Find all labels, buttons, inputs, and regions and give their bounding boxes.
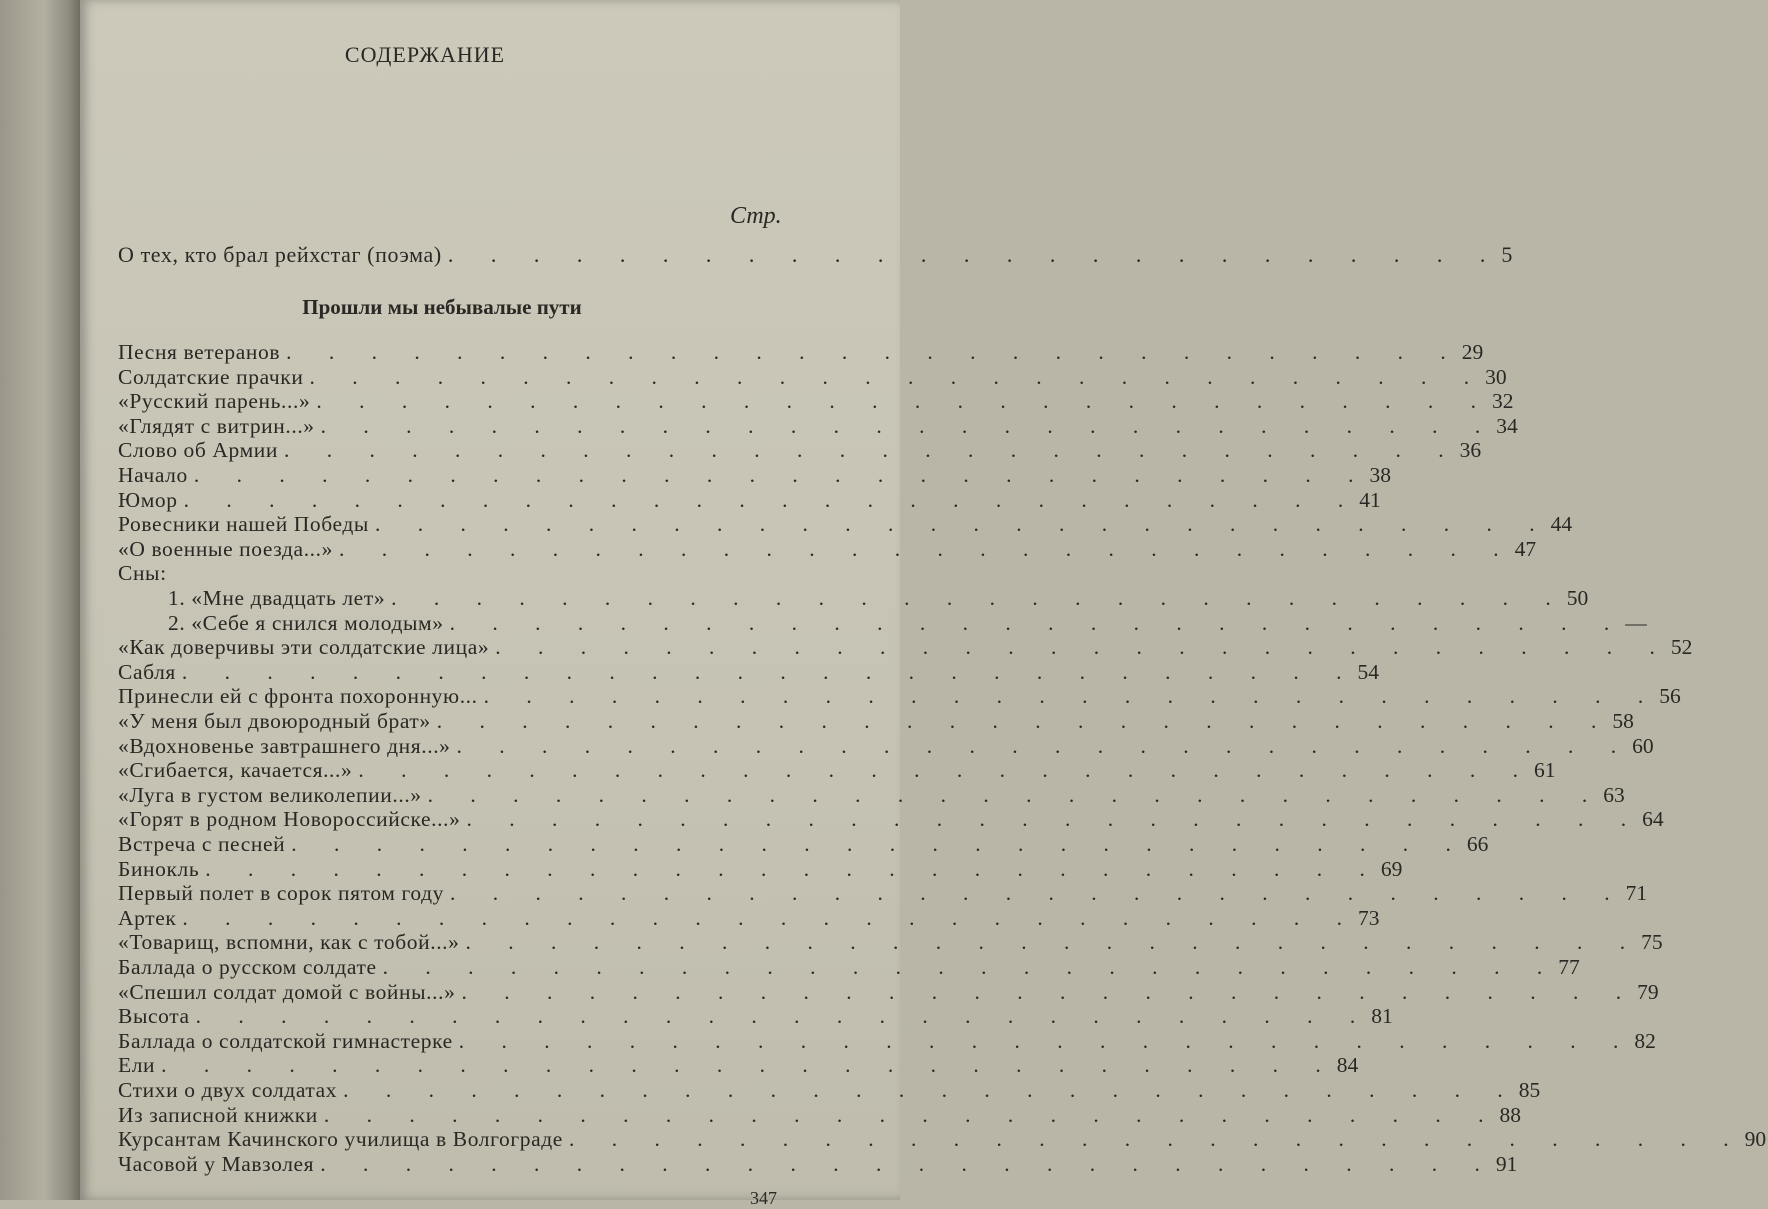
- toc-leader-dots: . . . . . . . . . . . . . . . . . . . . . . . . . . . .: [193, 463, 1370, 487]
- toc-entry-page: 84: [1336, 1053, 1359, 1078]
- toc-entry-title: Высота: [118, 1004, 190, 1029]
- toc-entry-title: Начало: [118, 463, 188, 487]
- toc-entry-page: 82: [1634, 1028, 1656, 1053]
- toc-entry-page: 85: [1518, 1078, 1541, 1102]
- toc-leader-dots: . . . . . . . . . . . . . . . . . . . . . . . . . . . .: [291, 832, 1467, 856]
- toc-leader-dots: . . . . . . . . . . . . . . . . . . . . . . . . . . . .: [568, 1127, 1745, 1152]
- toc-entry-page: 52: [1670, 635, 1693, 660]
- toc-entry: [118, 512, 1573, 537]
- toc-leader-dots: . . . . . . . . . . . . . . . . . . . . . . . . . . . .: [161, 1053, 1337, 1078]
- toc-entry-page: 44: [1550, 512, 1573, 537]
- toc-entry-page: 75: [1641, 930, 1663, 955]
- toc-entry-title: Ели: [118, 1053, 156, 1078]
- toc-entry-page: 5: [1501, 242, 1514, 267]
- toc-lead-entry: [118, 242, 1514, 267]
- toc-entry-page: 61: [1533, 758, 1556, 783]
- toc-entry-page: 32: [1491, 389, 1514, 414]
- toc-entry-title: Первый полет в сорок пятом году: [118, 881, 444, 906]
- toc-entry: [118, 856, 1403, 881]
- toc-entry-title: Встреча с песней: [118, 832, 286, 856]
- toc-leader-dots: . . . . . . . . . . . . . . . . . . . . . . . . . . . .: [461, 979, 1638, 1004]
- toc-entry: [118, 463, 1391, 487]
- toc-entry: [118, 733, 1654, 758]
- toc-entry: [118, 881, 1648, 906]
- toc-leader-dots: . . . . . . . . . . . . . . . . . . . . . . . . . . . .: [465, 930, 1642, 955]
- toc-entry-title: Из записной книжки: [118, 1102, 318, 1127]
- toc-leader-dots: . . . . . . . . . . . . . . . . . . . . . . . . . . . .: [195, 1004, 1372, 1029]
- toc-entry-title: Курсантам Качинского училища в Волгограде: [118, 1127, 563, 1152]
- toc-leader-dots: . . . . . . . . . . . . . . . . . . . . . . . . . . . .: [182, 905, 1359, 930]
- toc-entry-title: Баллада о русском солдате: [118, 955, 377, 979]
- toc-entry: [118, 586, 1589, 610]
- toc-leader-dots: . . . . . . . . . . . . . . . . . . . . . . . . . . . .: [449, 881, 1626, 906]
- toc-entry: [118, 1053, 1359, 1078]
- toc-entry-title: Юмор: [118, 487, 178, 512]
- toc-entry-page: 81: [1371, 1004, 1393, 1029]
- toc-entry-title: Сны:: [118, 561, 167, 586]
- toc-entry-title: «Русский парень...»: [118, 389, 311, 414]
- toc-entry: [118, 758, 1556, 783]
- toc-entry-page: 34: [1496, 413, 1518, 438]
- toc-entry: [118, 536, 1537, 561]
- toc-entry: [118, 340, 1484, 364]
- toc-entry-title: «Горят в родном Новороссийске...»: [118, 807, 461, 832]
- toc-entry-title: «Сгибается, качается...»: [118, 758, 353, 783]
- toc-entry-page: 36: [1459, 438, 1482, 463]
- toc-leader-dots: . . . . . . . . . . . . . . . . . . . . . . . . . . . .: [205, 856, 1381, 881]
- toc-entry: [118, 438, 1482, 463]
- toc-entry: [118, 832, 1489, 856]
- toc-entry-title: 2. «Себе я снился молодым»: [168, 610, 444, 635]
- toc-entry-page: 38: [1369, 463, 1391, 487]
- toc-entry-page: 90: [1744, 1127, 1767, 1152]
- toc-leader-dots: . . . . . . . . . . . . . . . . . . . . . . . . . . . .: [283, 438, 1460, 463]
- toc-entry-page: 30: [1485, 364, 1507, 389]
- toc-leader-dots: . . . . . . . . . . . . . . . . . . . . . . . . .: [447, 242, 1502, 267]
- toc-entry-page: 50: [1566, 586, 1589, 610]
- footer-page-number: 347: [750, 1188, 777, 1208]
- toc-entry: [118, 659, 1380, 684]
- toc-entry: [118, 955, 1580, 979]
- toc-entry-title: Баллада о солдатской гимнастерке: [118, 1028, 453, 1053]
- toc-entry: [118, 709, 1634, 733]
- toc-entry: [118, 979, 1659, 1004]
- toc-entry-page: 41: [1359, 487, 1381, 512]
- toc-entry-title: Артек: [118, 905, 177, 930]
- toc-entry-page: 77: [1558, 955, 1580, 979]
- toc-entry-page: 47: [1514, 536, 1537, 561]
- toc-entry-page: 79: [1637, 979, 1659, 1004]
- toc-leader-dots: . . . . . . . . . . . . . . . . . . . . . . . . . . . .: [343, 1078, 1519, 1102]
- toc-leader-dots: . . . . . . . . . . . . . . . . . . . . . . . . . . . .: [382, 955, 1559, 979]
- page-title: СОДЕРЖАНИЕ: [344, 42, 506, 67]
- toc-leader-dots: . . . . . . . . . . . . . . . . . . . . . . . . . . . .: [495, 635, 1671, 660]
- toc-entry-title: «Вдохновенье завтрашнего дня...»: [118, 733, 451, 758]
- toc-entry-page: 56: [1659, 684, 1681, 709]
- toc-entry: [118, 905, 1380, 930]
- toc-leader-dots: . . . . . . . . . . . . . . . . . . . . . . . . . . . .: [286, 340, 1462, 364]
- toc-leader-dots: . . . . . . . . . . . . . . . . . . . . . . . . . . . .: [320, 1151, 1496, 1176]
- toc-entry: [118, 1028, 1656, 1053]
- toc-entry-page: 60: [1632, 733, 1654, 758]
- toc-entry: [118, 930, 1663, 955]
- toc-leader-dots: . . . . . . . . . . . . . . . . . . . . . . . . . . . .: [358, 758, 1534, 783]
- toc-entry-page: 73: [1358, 905, 1380, 930]
- toc-entry-title: «Как доверчивы эти солдатские лица»: [118, 635, 490, 660]
- toc-entry: [118, 487, 1381, 512]
- book-gutter: [0, 0, 80, 1200]
- toc-entry-title: Принесли ей с фронта похоронную...: [118, 684, 478, 709]
- toc-entry-title: Ровесники нашей Победы: [118, 512, 369, 537]
- toc-leader-dots: . . . . . . . . . . . . . . . . . . . . . . . . . . . .: [391, 586, 1567, 610]
- toc-entry-title: Бинокль: [118, 856, 200, 881]
- section-title: Прошли мы небывалые пути: [302, 295, 582, 319]
- toc-entry: [118, 413, 1518, 438]
- toc-entry: [118, 1102, 1522, 1127]
- toc-leader-dots: . . . . . . . . . . . . . . . . . . . . . . . . . . . .: [456, 733, 1633, 758]
- toc-leader-dots: . . . . . . . . . . . . . . . . . . . . . . . . . . . .: [181, 659, 1358, 684]
- toc-entry-page: —: [1625, 610, 1647, 635]
- toc-entry: [118, 1151, 1518, 1176]
- toc-entry: [118, 1078, 1541, 1102]
- toc-entry: [118, 389, 1514, 414]
- toc-entry: [118, 684, 1681, 709]
- toc-entry-page: 64: [1642, 807, 1664, 832]
- toc-entry-page: 91: [1495, 1151, 1518, 1176]
- toc-entry-title: «Товарищ, вспомни, как с тобой...»: [118, 930, 460, 955]
- toc-entry-title: «Луга в густом великолепии...»: [118, 782, 422, 807]
- toc-entry-title: Слово об Армии: [118, 438, 278, 463]
- toc-entry-title: «Спешил солдат домой с войны...»: [118, 979, 456, 1004]
- toc-leader-dots: . . . . . . . . . . . . . . . . . . . . . . . . . . . .: [320, 413, 1497, 438]
- toc-entry-title: «О военные поезда...»: [118, 536, 333, 561]
- toc-entry: [118, 1004, 1393, 1029]
- toc-leader-dots: . . . . . . . . . . . . . . . . . . . . . . . . . . . .: [323, 1102, 1500, 1127]
- toc-entry: [118, 635, 1693, 660]
- toc-entry-title: Сабля: [118, 659, 176, 684]
- toc-leader-dots: . . . . . . . . . . . . . . . . . . . . . . . . . . . .: [436, 709, 1613, 733]
- toc-leader-dots: . . . . . . . . . . . . . . . . . . . . . . . . . . . .: [374, 512, 1551, 537]
- toc-entry-page: 58: [1612, 709, 1634, 733]
- toc-entry: [118, 561, 773, 585]
- toc-entry-page: 69: [1380, 856, 1403, 881]
- toc-entry-page: 88: [1499, 1102, 1522, 1127]
- toc-entry: [118, 782, 1625, 807]
- toc-leader-dots: . . . . . . . . . . . . . . . . . . . . . . . . . . . .: [458, 1028, 1635, 1053]
- toc-entry-title: Часовой у Мавзолея: [118, 1151, 315, 1176]
- toc-leader-dots: . . . . . . . . . . . . . . . . . . . . . . . . . . . .: [309, 364, 1486, 389]
- toc-leader-dots: . . . . . . . . . . . . . . . . . . . . . . . . . . . .: [183, 487, 1360, 512]
- toc-entry-page: 71: [1625, 881, 1648, 906]
- toc-entry: [118, 610, 1647, 635]
- toc-entry-page: 63: [1603, 782, 1625, 807]
- toc-leader-dots: . . . . . . . . . . . . . . . . . . . . . . . . . . . .: [483, 684, 1660, 709]
- toc-entry-page: 66: [1466, 832, 1489, 856]
- toc-entry-title: «Глядят с витрин...»: [118, 413, 315, 438]
- toc-entry: [118, 807, 1664, 832]
- toc-leader-dots: . . . . . . . . . . . . . . . . . . . . . . . . . . . .: [427, 782, 1604, 807]
- toc-entry: [118, 364, 1507, 389]
- toc-leader-dots: . . . . . . . . . . . . . . . . . . . . . . . . . . . .: [338, 536, 1515, 561]
- toc-leader-dots: . . . . . . . . . . . . . . . . . . . . . . . . . . . .: [466, 807, 1643, 832]
- toc-entry-title: Стихи о двух солдатах: [118, 1078, 338, 1102]
- toc-entry-title: Песня ветеранов: [118, 340, 281, 364]
- pages-column-label: Стр.: [730, 203, 782, 229]
- toc-leader-dots: . . . . . . . . . . . . . . . . . . . . . . . . . . . .: [316, 389, 1492, 414]
- toc-entry-page: 29: [1461, 340, 1484, 364]
- toc-entry: [118, 1127, 1767, 1152]
- toc-entry-title: Солдатские прачки: [118, 364, 304, 389]
- toc-entry-title: О тех, кто брал рейхстаг (поэма): [118, 242, 442, 267]
- toc-entry-title: 1. «Мне двадцать лет»: [168, 586, 386, 610]
- toc-leader-dots: . . . . . . . . . . . . . . . . . . . . . . . . . . . .: [449, 610, 1626, 635]
- toc-entry-title: «У меня был двоюродный брат»: [118, 709, 431, 733]
- toc-entry-page: 54: [1357, 659, 1380, 684]
